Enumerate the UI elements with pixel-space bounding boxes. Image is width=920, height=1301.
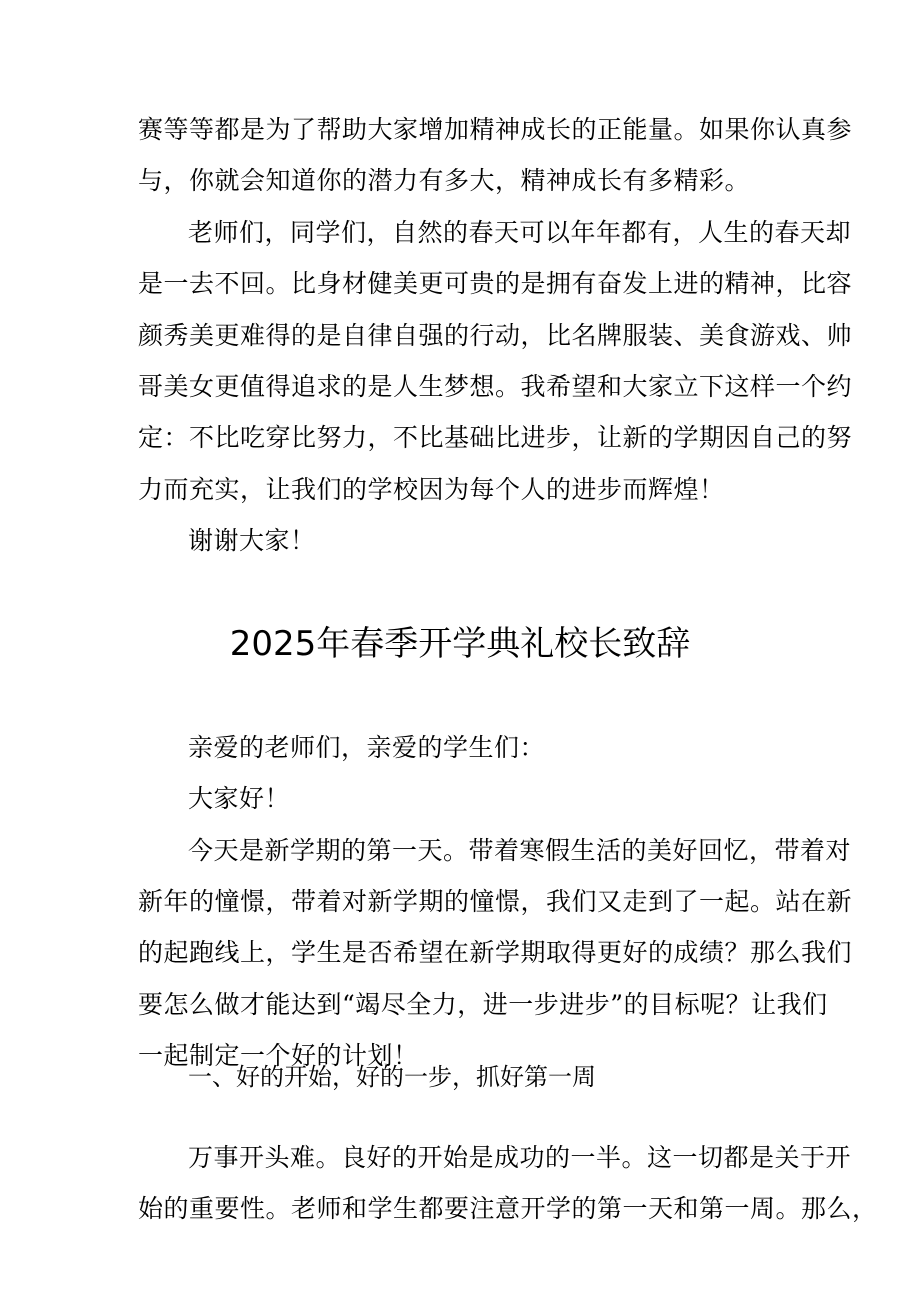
paragraph-line: 是一去不回。比身材健美更可贵的是拥有奋发上进的精神，比容 [138, 269, 853, 298]
paragraph-line: 今天是新学期的第一天。带着寒假生活的美好回忆，带着对 [188, 836, 852, 865]
paragraph-line: 的起跑线上，学生是否希望在新学期取得更好的成绩？那么我们 [138, 938, 853, 967]
paragraph-line: 定：不比吃穿比努力，不比基础比进步，让新的学期因自己的努 [138, 423, 853, 452]
page-title: 2025年春季开学典礼校长致辞 [229, 624, 691, 664]
hello-line: 大家好！ [188, 784, 291, 813]
paragraph-line: 万事开头难。良好的开始是成功的一半。这一切都是关于开 [188, 1143, 852, 1172]
paragraph-line: 赛等等都是为了帮助大家增加精神成长的正能量。如果你认真参 [138, 115, 853, 144]
paragraph-line: 颜秀美更难得的是自律自强的行动，比名牌服装、美食游戏、帅 [138, 321, 853, 350]
paragraph-line: 新年的憧憬，带着对新学期的憧憬，我们又走到了一起。站在新 [138, 887, 853, 916]
paragraph-line: 与，你就会知道你的潜力有多大，精神成长有多精彩。 [138, 166, 751, 195]
closing-line: 谢谢大家！ [188, 526, 316, 555]
paragraph-line: 哥美女更值得追求的是人生梦想。我希望和大家立下这样一个约 [138, 372, 853, 401]
paragraph-line: 力而充实，让我们的学校因为每个人的进步而辉煌！ [138, 475, 725, 504]
paragraph-line: 要怎么做才能达到“竭尽全力，进一步进步”的目标呢？让我们 [138, 990, 828, 1019]
section-heading: 一、好的开始，好的一步，抓好第一周 [188, 1063, 596, 1091]
paragraph-line: 始的重要性。老师和学生都要注意开学的第一天和第一周。那么， [138, 1194, 878, 1223]
paragraph-line: 一起制定一个好的计划！ [138, 1041, 419, 1070]
greeting-line: 亲爱的老师们，亲爱的学生们： [188, 733, 546, 762]
paragraph-line: 老师们，同学们，自然的春天可以年年都有，人生的春天却 [188, 218, 852, 247]
